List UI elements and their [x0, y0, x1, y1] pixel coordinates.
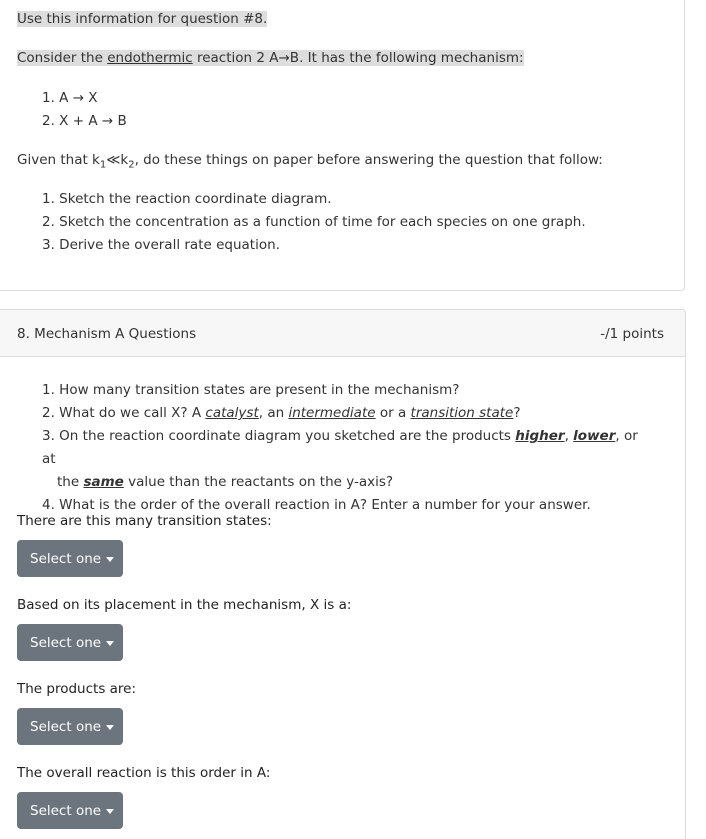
use-info-text: Use this information for question #8.: [17, 11, 268, 27]
question-header: [0, 309, 686, 357]
prompt-transition-states: There are this many transition states:: [17, 513, 272, 529]
select-transition-states[interactable]: Select one: [17, 540, 123, 577]
question-item-continued: the same value than the reactants on the y-axis?: [57, 474, 394, 490]
prompt-products: The products are:: [17, 681, 137, 697]
task-list: [42, 188, 586, 257]
endothermic-link[interactable]: endothermic: [107, 50, 193, 66]
question-title: 8. Mechanism A Questions: [17, 326, 197, 342]
prompt-order: The overall reaction is this order in A:: [17, 765, 271, 781]
info-card: [0, 0, 685, 291]
intermediate-link[interactable]: intermediate: [288, 405, 376, 421]
question-item: 2. What do we call X? A catalyst, an intermediate or a transition state?: [42, 405, 521, 421]
mechanism-list: [42, 87, 127, 133]
caret-down-icon: [106, 725, 114, 730]
consider-text: Consider the endothermic reaction 2 A→B. It has the following mechanism:: [17, 50, 524, 66]
select-order[interactable]: Select one: [17, 792, 123, 829]
caret-down-icon: [106, 557, 114, 562]
points-label: -/1 points: [600, 326, 664, 342]
lower-text: lower: [573, 428, 616, 444]
given-text: Given that $k_1≪k_2$, do these things on paper before answering the question that follow:: [17, 152, 603, 171]
question-item: 1. How many transition states are present in the mechanism?: [42, 382, 460, 398]
question-body: [0, 357, 686, 839]
catalyst-link[interactable]: catalyst: [205, 405, 259, 421]
task-item: 1. Sketch the reaction coordinate diagram.: [42, 191, 332, 207]
caret-down-icon: [106, 809, 114, 814]
same-text: same: [83, 474, 124, 490]
question-item: 3. On the reaction coordinate diagram you sketched are the products higher, lower, or at: [42, 428, 638, 467]
select-x-type[interactable]: Select one: [17, 624, 123, 661]
select-products[interactable]: Select one: [17, 708, 123, 745]
higher-text: higher: [515, 428, 565, 444]
mechanism-step: 2. X + A → B: [42, 113, 127, 129]
mechanism-step: 1. A → X: [42, 90, 98, 106]
task-item: 3. Derive the overall rate equation.: [42, 237, 280, 253]
task-item: 2. Sketch the concentration as a function of time for each species on one graph.: [42, 214, 586, 230]
transition-state-link[interactable]: transition state: [410, 405, 514, 421]
caret-down-icon: [106, 641, 114, 646]
question-item: 4. What is the order of the overall reaction in A? Enter a number for your answer.: [42, 497, 591, 513]
prompt-x-is: Based on its placement in the mechanism, X is a:: [17, 597, 352, 613]
question-list: [42, 379, 642, 517]
